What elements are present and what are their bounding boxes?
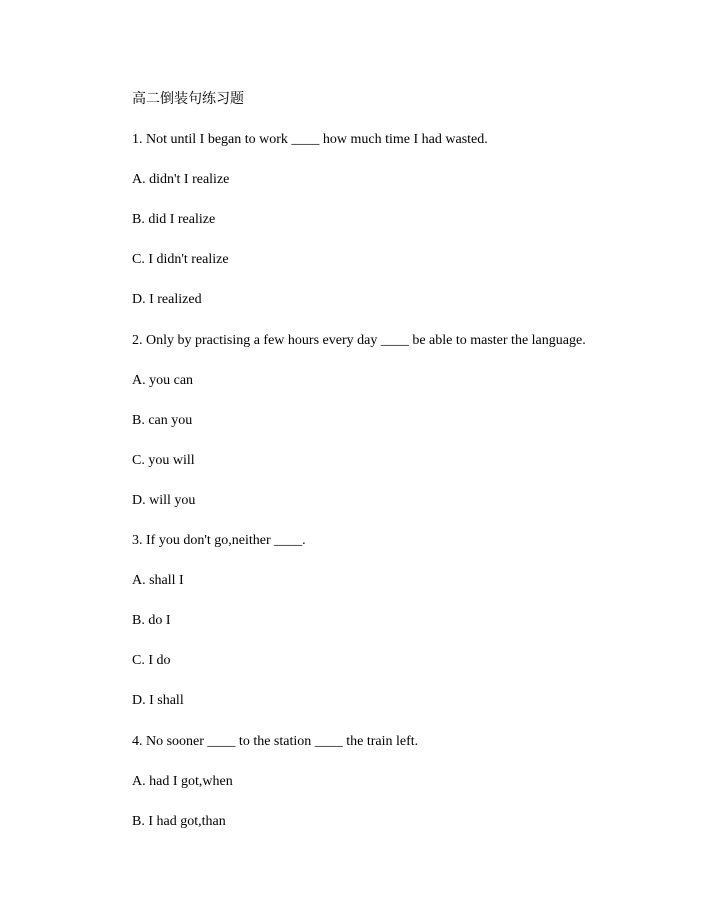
- question-3-option-d: D. I shall: [132, 693, 184, 709]
- question-1-option-b: B. did I realize: [132, 212, 216, 228]
- question-stem-2: 2. Only by practising a few hours every day ____ be able to master the language.: [132, 332, 586, 348]
- question-1-option-a: A. didn't I realize: [132, 172, 230, 188]
- question-3-option-c: C. I do: [132, 653, 171, 669]
- question-2-option-a: A. you can: [132, 372, 194, 388]
- question-4-option-b: B. I had got,than: [132, 813, 226, 829]
- question-4-option-a: A. had I got,when: [132, 773, 233, 789]
- question-stem-3: 3. If you don't go,neither ____.: [132, 533, 306, 549]
- question-stem-1: 1. Not until I began to work ____ how much time I had wasted.: [132, 132, 488, 148]
- question-2-option-d: D. will you: [132, 492, 196, 508]
- question-stem-4: 4. No sooner ____ to the station ____ the train left.: [132, 733, 419, 749]
- question-1-option-d: D. I realized: [132, 292, 202, 308]
- question-2-option-b: B. can you: [132, 412, 193, 428]
- document-title: 高二倒装句练习题: [132, 92, 244, 107]
- document-body: [132, 90, 692, 852]
- question-3-option-b: B. do I: [132, 613, 171, 629]
- question-3-option-a: A. shall I: [132, 573, 184, 589]
- question-1-option-c: C. I didn't realize: [132, 252, 229, 268]
- question-2-option-c: C. you will: [132, 452, 195, 468]
